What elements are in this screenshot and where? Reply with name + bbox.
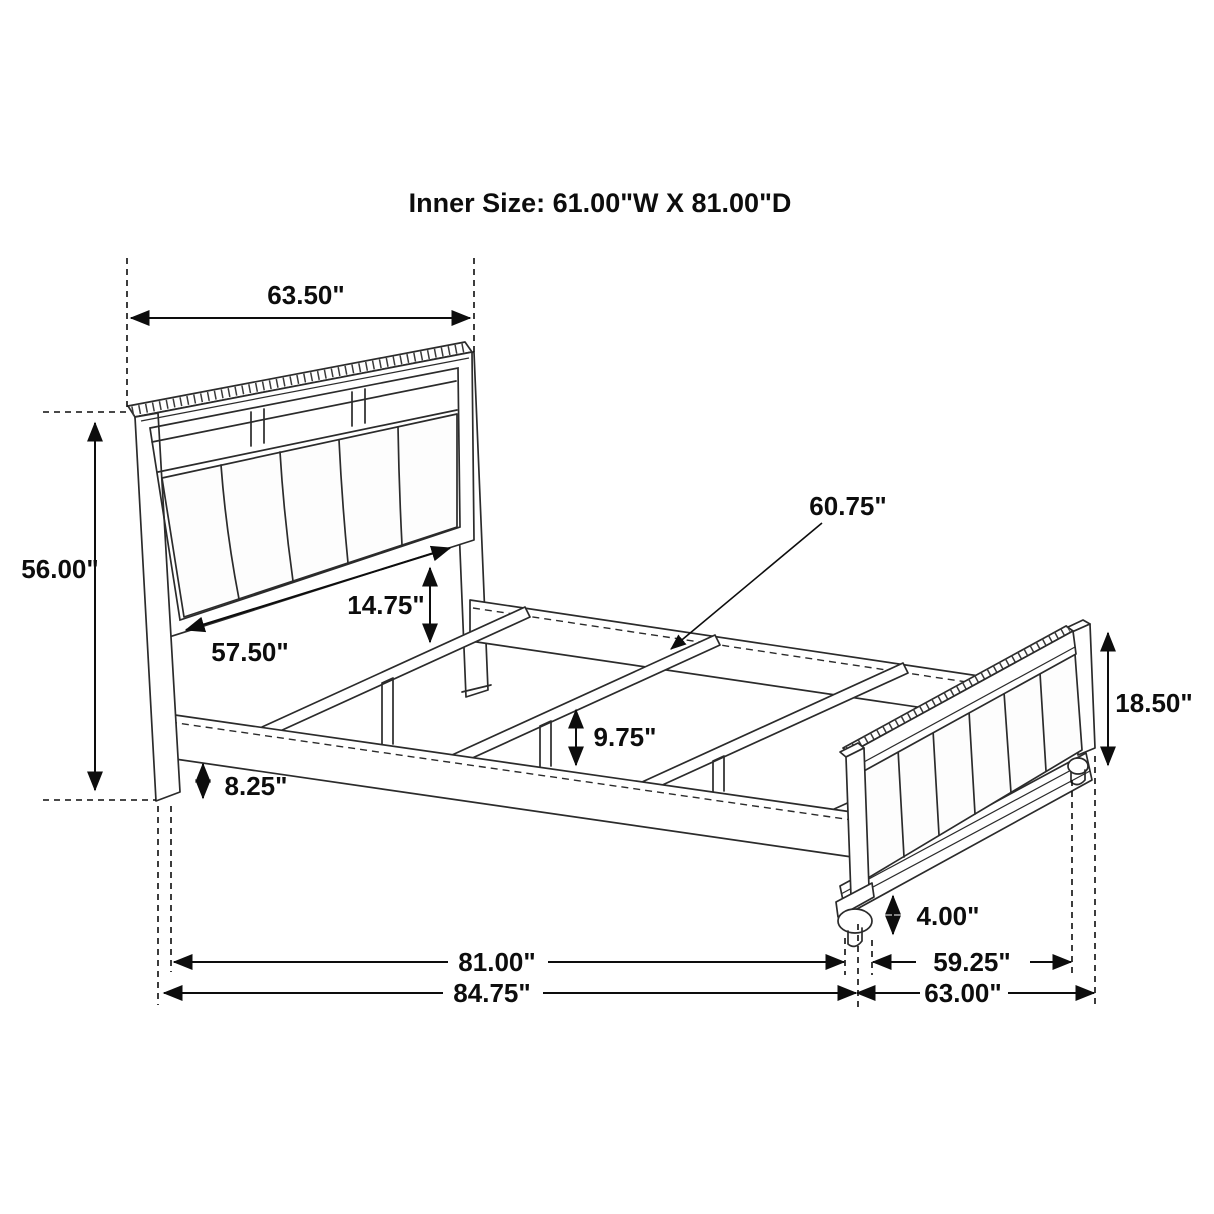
svg-text:56.00": 56.00" [21,554,99,584]
svg-text:59.25": 59.25" [933,947,1011,977]
footboard-near-bun-foot [838,909,872,946]
slat-support-leg [540,721,551,768]
diagram-title: Inner Size: 61.00"W X 81.00"D [408,188,792,218]
svg-text:63.50": 63.50" [267,280,345,310]
svg-text:60.75": 60.75" [809,491,887,521]
dim-headboard-width [131,280,470,318]
slat-support-leg [382,678,393,746]
dim-foot-height [893,896,979,934]
dim-slat-height [576,710,656,765]
dim-footboard-width [857,978,1094,1008]
dim-footboard-inner-width [873,947,1071,977]
dim-overall-depth [164,978,856,1008]
dim-footboard-height [1108,633,1193,765]
dim-rail-length [174,947,844,977]
svg-text:8.25": 8.25" [224,771,288,801]
svg-text:81.00": 81.00" [458,947,536,977]
svg-text:84.75": 84.75" [453,978,531,1008]
slat-1 [262,607,530,737]
svg-text:57.50": 57.50" [211,637,289,667]
dim-headboard-height [21,423,98,790]
svg-text:9.75": 9.75" [593,722,657,752]
svg-text:14.75": 14.75" [347,590,425,620]
svg-text:63.00": 63.00" [924,978,1002,1008]
svg-text:4.00": 4.00" [916,901,980,931]
dim-slat-length [671,491,887,649]
svg-text:18.50": 18.50" [1115,688,1193,718]
dim-panel-to-slat [347,568,430,642]
